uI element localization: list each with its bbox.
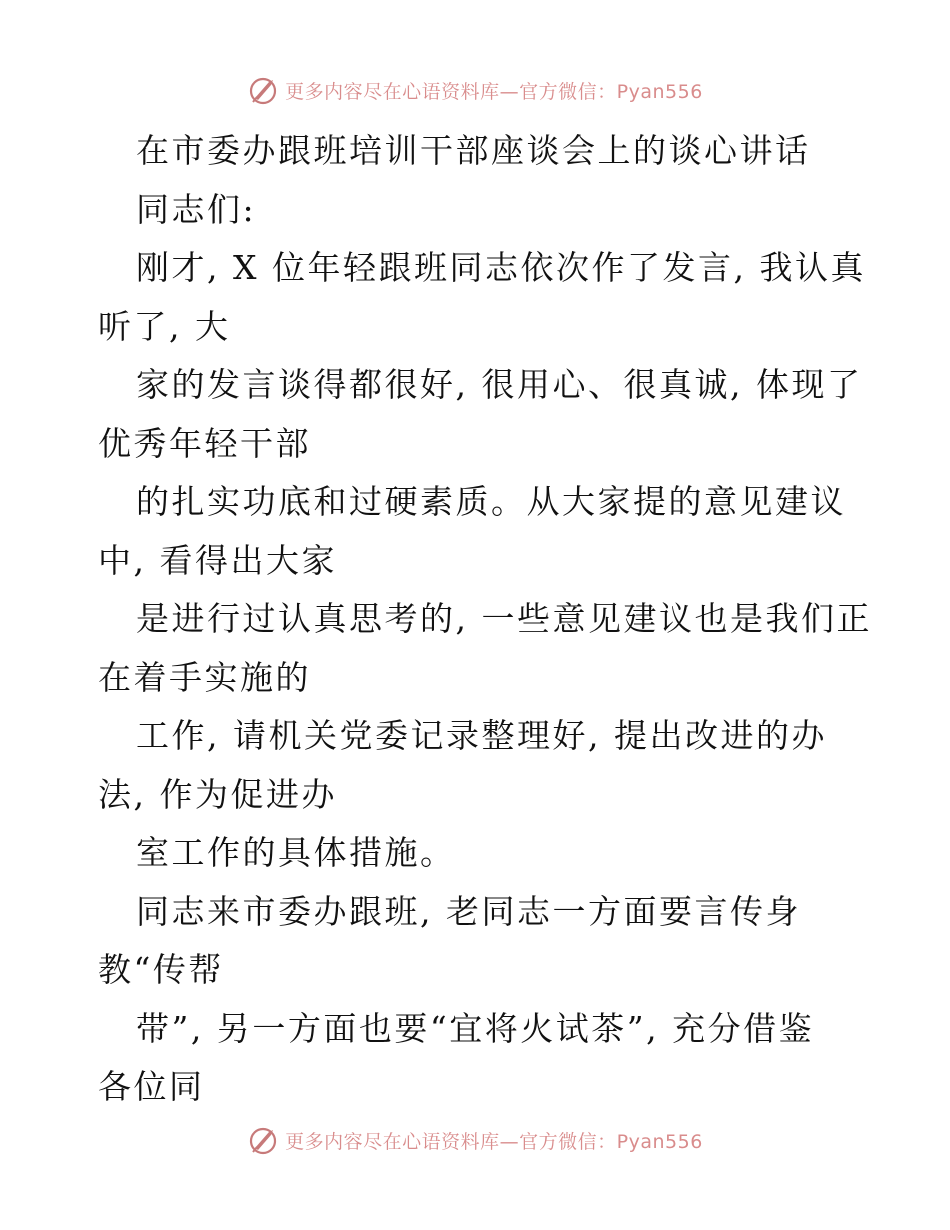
text-line: 带”, 另一方面也要“宜将火试茶”, 充分借鉴: [136, 1008, 815, 1048]
header-watermark-text: 更多内容尽在心语资料库—官方微信：Pyan556: [285, 80, 703, 103]
quill-logo-icon: [247, 1124, 279, 1156]
text-line: 中, 看得出大家: [98, 540, 337, 580]
footer-watermark: [0, 1120, 950, 1160]
text-line: 法, 作为促进办: [98, 774, 337, 814]
footer-watermark-text: 更多内容尽在心语资料库—官方微信：Pyan556: [285, 1130, 703, 1153]
text-line: 听了, 大: [98, 306, 231, 346]
text-line: 优秀年轻干部: [98, 423, 311, 463]
document-title: 在市委办跟班培训干部座谈会上的谈心讲话: [136, 131, 811, 170]
document-body: [98, 122, 872, 1117]
text-line: 是进行过认真思考的, 一些意见建议也是我们正: [136, 599, 872, 638]
header-watermark: [0, 70, 950, 110]
text-line: 各位同: [98, 1067, 205, 1106]
text-line: 刚才, X 位年轻跟班同志依次作了发言, 我认真: [136, 248, 866, 287]
text-line: 在着手实施的: [98, 657, 311, 697]
text-line: 同志们:: [136, 189, 257, 229]
text-line: 同志来市委办跟班, 老同志一方面要言传身: [136, 891, 801, 931]
text-line: 教“传帮: [98, 950, 224, 989]
text-line: 室工作的具体措施。: [136, 833, 456, 872]
text-line: 家的发言谈得都很好, 很用心、很真诚, 体现了: [136, 365, 863, 404]
text-line: 工作, 请机关党委记录整理好, 提出改进的办: [136, 716, 827, 755]
text-line: 的扎实功底和过硬素质。从大家提的意见建议: [136, 482, 846, 521]
quill-logo-icon: [247, 74, 279, 106]
